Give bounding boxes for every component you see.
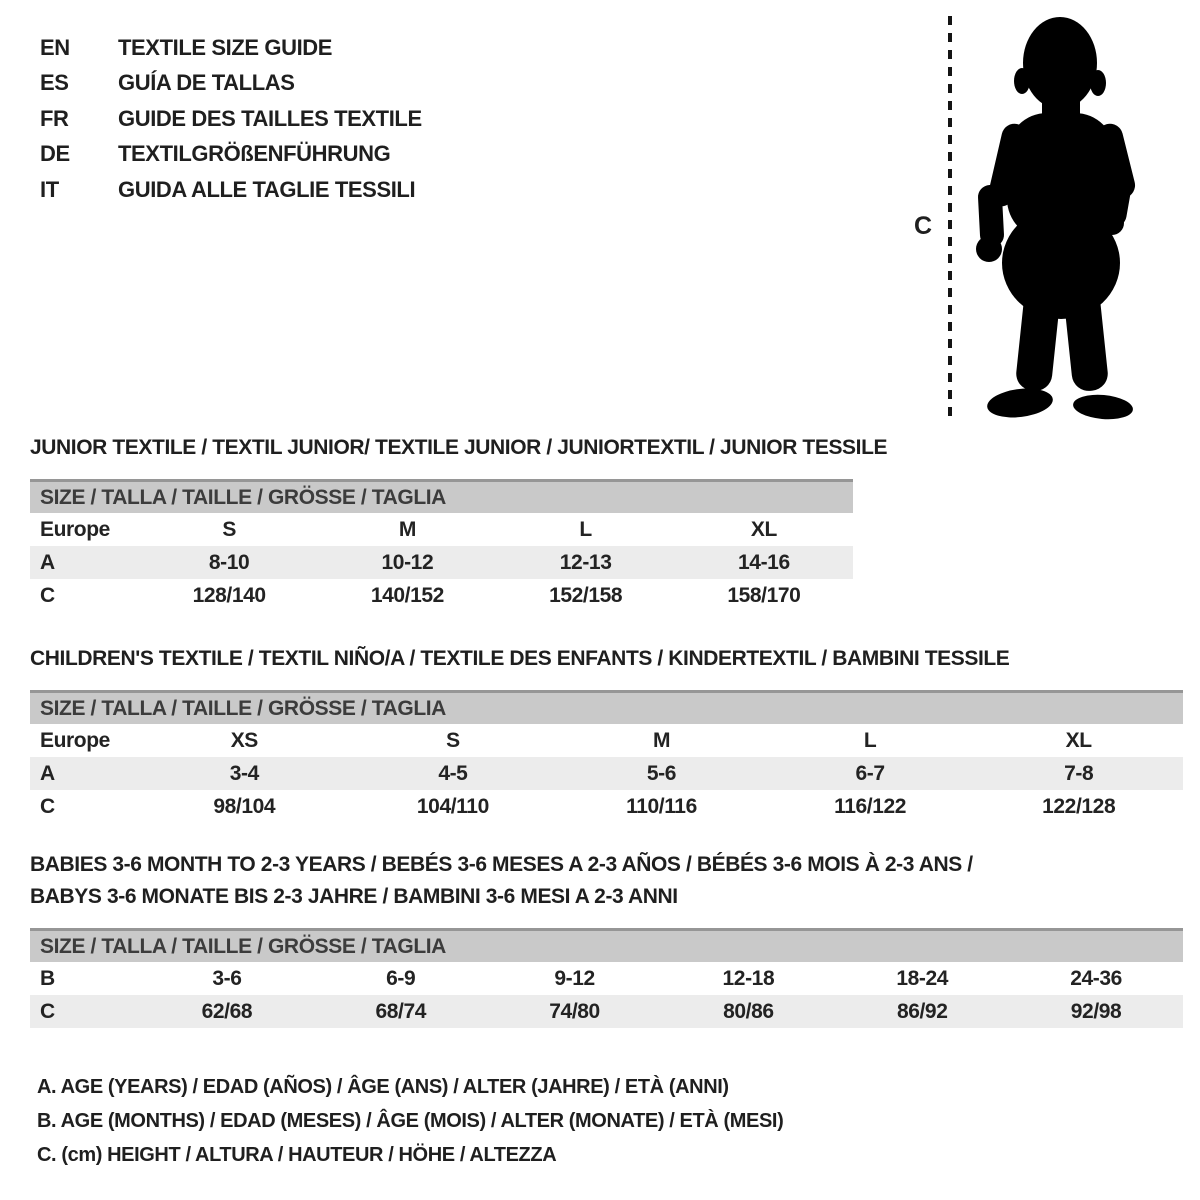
size-value: 140/152 bbox=[370, 583, 444, 607]
table-row-c bbox=[30, 579, 853, 612]
language-row bbox=[40, 137, 422, 173]
language-row bbox=[40, 101, 422, 137]
row-label: Europe bbox=[40, 728, 110, 752]
row-label: A bbox=[40, 761, 55, 785]
table-row-europe bbox=[30, 513, 853, 546]
language-label: GUÍA DE TALLAS bbox=[118, 70, 295, 96]
size-value: L bbox=[579, 517, 592, 541]
size-value: 152/158 bbox=[549, 583, 623, 607]
size-value: 80/86 bbox=[723, 999, 774, 1023]
size-table-header: SIZE / TALLA / TAILLE / GRÖSSE / TAGLIA bbox=[30, 690, 1183, 724]
table-row-europe bbox=[30, 724, 1183, 757]
size-table bbox=[30, 928, 1183, 1028]
size-value: 3-6 bbox=[212, 966, 242, 990]
row-label: A bbox=[40, 550, 55, 574]
size-value: M bbox=[398, 517, 416, 541]
language-label: GUIDE DES TAILLES TEXTILE bbox=[118, 105, 422, 131]
table-row-a bbox=[30, 757, 1183, 790]
row-label: Europe bbox=[40, 517, 110, 541]
size-value: 6-9 bbox=[386, 966, 416, 990]
size-value: 68/74 bbox=[375, 999, 427, 1023]
size-value: 92/98 bbox=[1070, 999, 1122, 1023]
toddler-silhouette-icon bbox=[965, 13, 1137, 425]
language-label: GUIDA ALLE TAGLIE TESSILI bbox=[118, 176, 416, 202]
size-value: 18-24 bbox=[896, 966, 949, 990]
language-code: EN bbox=[40, 34, 70, 60]
size-value: 3-4 bbox=[229, 761, 259, 785]
size-value: 128/140 bbox=[192, 583, 266, 607]
section-title bbox=[30, 432, 887, 464]
table-row-a bbox=[30, 546, 853, 579]
size-value: 9-12 bbox=[554, 966, 595, 990]
size-value: M bbox=[652, 728, 671, 752]
size-value: 14-16 bbox=[738, 550, 790, 574]
table-row-c bbox=[30, 790, 1183, 823]
size-value: 122/128 bbox=[1042, 794, 1116, 818]
section-title-line: JUNIOR TEXTILE / TEXTIL JUNIOR/ TEXTILE JUNIOR / JUNIORTEXTIL / JUNIOR TESSILE bbox=[30, 436, 888, 459]
size-value: S bbox=[222, 517, 236, 541]
legend-line: B. AGE (MONTHS) / EDAD (MESES) / ÂGE (MOIS) / ALTER (MONATE) / ETÀ (MESI) bbox=[37, 1110, 784, 1132]
section-title-line: CHILDREN'S TEXTILE / TEXTIL NIÑO/A / TEXTILE DES ENFANTS / KINDERTEXTIL / BAMBINI TESSILE bbox=[30, 647, 1010, 670]
section-title bbox=[30, 643, 1183, 675]
size-value: L bbox=[863, 728, 877, 752]
legend-line: C. (cm) HEIGHT / ALTURA / HAUTEUR / HÖHE / ALTEZZA bbox=[37, 1144, 557, 1166]
language-row bbox=[40, 30, 422, 66]
language-label: TEXTILE SIZE GUIDE bbox=[118, 34, 333, 60]
size-value: XS bbox=[230, 728, 258, 752]
size-table-header: SIZE / TALLA / TAILLE / GRÖSSE / TAGLIA bbox=[30, 479, 853, 513]
language-label: TEXTILGRÖßENFÜHRUNG bbox=[118, 141, 391, 167]
language-row bbox=[40, 66, 422, 102]
size-value: 7-8 bbox=[1064, 761, 1094, 785]
size-value: 104/110 bbox=[416, 794, 489, 818]
height-dashed-line bbox=[948, 16, 952, 416]
measurement-legend bbox=[37, 1070, 783, 1172]
language-code: FR bbox=[40, 105, 69, 131]
language-code: ES bbox=[40, 70, 69, 96]
size-table bbox=[30, 479, 853, 612]
height-label-c: C bbox=[914, 212, 932, 240]
section-title-line: BABIES 3-6 MONTH TO 2-3 YEARS / BEBÉS 3-6 MESES A 2-3 AÑOS / BÉBÉS 3-6 MOIS À 2-3 ANS / bbox=[30, 853, 973, 876]
language-row bbox=[40, 172, 422, 208]
row-label: C bbox=[40, 794, 55, 818]
size-value: 116/122 bbox=[834, 794, 907, 818]
size-section bbox=[30, 643, 1183, 823]
legend-line: A. AGE (YEARS) / EDAD (AÑOS) / ÂGE (ANS) / ALTER (JAHRE) / ETÀ (ANNI) bbox=[37, 1076, 729, 1098]
size-value: 110/116 bbox=[626, 794, 697, 818]
table-row-b bbox=[30, 962, 1183, 995]
size-value: 4-5 bbox=[438, 761, 468, 785]
size-value: 24-36 bbox=[1070, 966, 1122, 990]
size-value: 86/92 bbox=[896, 999, 948, 1023]
size-value: 12-13 bbox=[559, 550, 612, 574]
size-table bbox=[30, 690, 1183, 823]
size-value: XL bbox=[750, 517, 777, 541]
size-value: 6-7 bbox=[855, 761, 885, 785]
size-section bbox=[30, 849, 1183, 1028]
size-value: S bbox=[446, 728, 460, 752]
size-value: XL bbox=[1065, 728, 1092, 752]
size-value: 62/68 bbox=[201, 999, 253, 1023]
language-code: IT bbox=[40, 176, 59, 202]
row-label: C bbox=[40, 583, 55, 607]
size-value: 10-12 bbox=[381, 550, 434, 574]
language-list bbox=[40, 30, 422, 208]
size-section bbox=[30, 432, 887, 612]
size-value: 5-6 bbox=[646, 761, 677, 785]
row-label: B bbox=[40, 966, 55, 990]
size-value: 98/104 bbox=[213, 794, 276, 818]
section-title bbox=[30, 849, 1183, 913]
section-title-line: BABYS 3-6 MONATE BIS 2-3 JAHRE / BAMBINI 3-6 MESI A 2-3 ANNI bbox=[30, 885, 678, 908]
table-row-c bbox=[30, 995, 1183, 1028]
size-value: 12-18 bbox=[722, 966, 775, 990]
size-table-header: SIZE / TALLA / TAILLE / GRÖSSE / TAGLIA bbox=[30, 928, 1183, 962]
language-code: DE bbox=[40, 141, 70, 167]
size-value: 158/170 bbox=[727, 583, 801, 607]
size-value: 8-10 bbox=[208, 550, 250, 574]
row-label: C bbox=[40, 999, 55, 1023]
size-value: 74/80 bbox=[549, 999, 600, 1023]
